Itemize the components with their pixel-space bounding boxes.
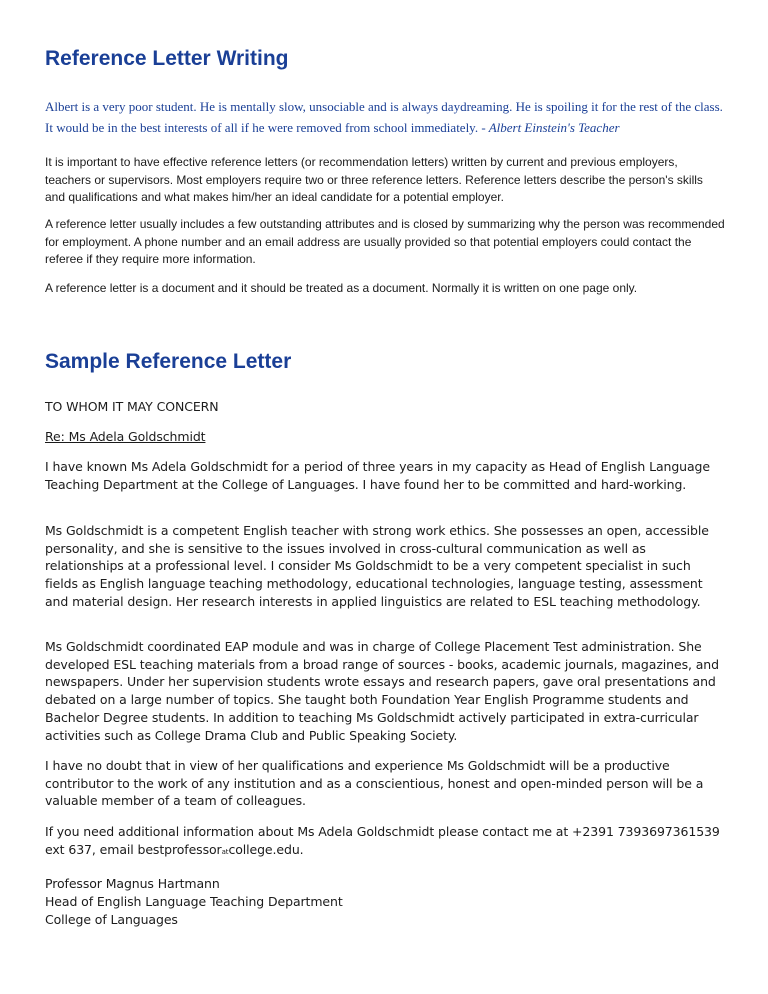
- letter-paragraph-2: Ms Goldschmidt is a competent English teacher with strong work ethics. She possesses an open, accessible personality, and she is sensitive to the issues involved in cross-cultural communication as well as relationships at a professional level. I consider Ms Goldschmidt to be a very competent specialist in such fields as English language teaching methodology, educational technologies, language testing, assessment and material design. Her research interests in applied linguistics are related to ESL teaching methodology.: [45, 523, 709, 609]
- letter-paragraph-3: Ms Goldschmidt coordinated EAP module and was in charge of College Placement Test administration. She developed ESL teaching materials from a broad range of sources - books, academic journals, magazines, and newspapers. Under her supervision students wrote essays and research papers, gave oral presentations and debated on a large number of topics. She taught both Foundation Year English Programme students and Bachelor Degree students. In addition to teaching Ms Goldschmidt actively participated in extra-curricular activities such as College Drama Club and Public Speaking Society.: [45, 639, 719, 743]
- einstein-teacher-quote: [45, 96, 725, 138]
- quote-attribution: - Albert Einstein's Teacher: [481, 120, 620, 135]
- contact-text: If you need additional information about Ms Adela Goldschmidt please contact me at +2391 7393697361539 ext 637, email bestprofessor: [45, 824, 720, 857]
- signature-institution: College of Languages: [45, 912, 178, 927]
- signature-title: Head of English Language Teaching Department: [45, 894, 343, 909]
- intro-paragraph-3: A reference letter is a document and it should be treated as a document. Normally it is written on one page only.: [45, 281, 638, 295]
- contact-at-symbol: at: [221, 847, 229, 856]
- letter-salutation: TO WHOM IT MAY CONCERN: [45, 399, 219, 414]
- letter-re-line: Re: Ms Adela Goldschmidt: [45, 429, 206, 444]
- letter-contact-paragraph: [45, 823, 725, 861]
- letter-paragraph-1: I have known Ms Adela Goldschmidt for a period of three years in my capacity as Head of English Language Teaching Department at the College of Languages. I have found her to be committed and hard-working.: [45, 459, 710, 492]
- quote-text: Albert is a very poor student. He is mentally slow, unsociable and is always daydreaming. He is spoiling it for the rest of the class. It would be in the best interests of all if he were removed from school immediately.: [45, 99, 723, 135]
- letter-paragraph-4: I have no doubt that in view of her qualifications and experience Ms Goldschmidt will be a productive contributor to the work of any institution and as a conscientious, honest and open-minded person will be a valuable member of a team of colleagues.: [45, 758, 704, 809]
- intro-paragraph-1: It is important to have effective reference letters (or recommendation letters) written by current and previous employers, teachers or supervisors. Most employers require two or three reference letters. Reference letters describe the person's skills and qualifications and what makes him/her an ideal candidate for a potential employer.: [45, 155, 703, 204]
- section-title-sample-reference-letter: Sample Reference Letter: [45, 350, 292, 373]
- intro-paragraph-2: A reference letter usually includes a few outstanding attributes and is closed by summarizing why the person was recommended for employment. A phone number and an email address are usually provided so that potential employers could contact the referee if they require more information.: [45, 217, 725, 266]
- contact-domain: college.edu.: [228, 841, 304, 857]
- section-title-reference-letter-writing: Reference Letter Writing: [45, 47, 289, 70]
- signature-name: Professor Magnus Hartmann: [45, 876, 220, 891]
